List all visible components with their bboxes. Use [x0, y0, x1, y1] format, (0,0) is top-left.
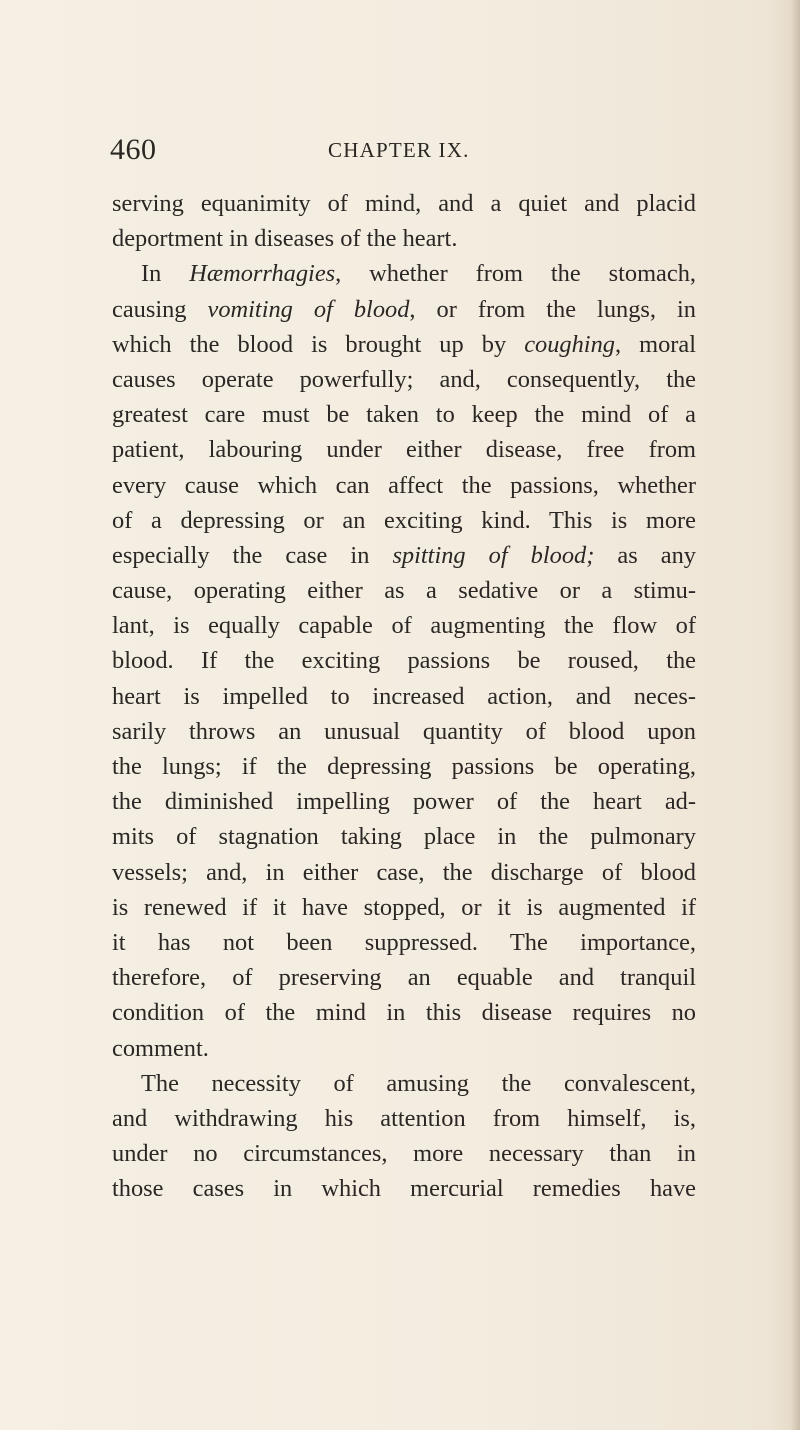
text-line-23: therefore, of preserving an equable and tranquil — [112, 964, 696, 992]
running-head: CHAPTER IX. — [328, 138, 470, 162]
page-edge-shadow — [790, 0, 800, 1430]
text-line-11: especially the case in spitting of blood; as any — [112, 541, 696, 569]
text-line-15: heart is impelled to increased action, and neces- — [112, 682, 696, 710]
text-line-22: it has not been suppressed. The importance, — [112, 928, 696, 956]
text-line-29: those cases in which mercurial remedies have — [112, 1175, 696, 1203]
italic-term-haemorrhagies: Hæmorrhagies — [189, 260, 336, 288]
text-line-5: which the blood is brought up by coughing, moral — [112, 330, 696, 358]
text-line-13: lant, is equally capable of augmenting the flow of — [112, 612, 696, 640]
text-line-14: blood. If the exciting passions be roused, the — [112, 647, 696, 675]
text-line-9: every cause which can affect the passions, whether — [112, 471, 696, 499]
text-line-10: of a depressing or an exciting kind. This is more — [112, 506, 696, 534]
page-number: 460 — [110, 133, 157, 166]
italic-term-vomiting-of-blood: vomiting of blood — [207, 295, 410, 323]
text-line-2: deportment in diseases of the heart. — [112, 225, 458, 253]
text-line-4: causing vomiting of blood, or from the lungs, in — [112, 295, 696, 323]
text-line-24: condition of the mind in this disease requires no — [112, 999, 696, 1027]
text-line-26: The necessity of amusing the convalescent, — [141, 1069, 696, 1097]
page-header — [110, 128, 710, 172]
italic-term-spitting-of-blood: spitting of blood; — [392, 541, 595, 569]
text-line-28: under no circumstances, more necessary than in — [112, 1140, 696, 1168]
text-line-8: patient, labouring under either disease, free from — [112, 436, 696, 464]
text-line-18: the diminished impelling power of the heart ad- — [112, 788, 696, 816]
text-line-19: mits of stagnation taking place in the pulmonary — [112, 823, 696, 851]
text-line-25: comment. — [112, 1034, 209, 1062]
text-line-20: vessels; and, in either case, the discharge of blood — [112, 858, 696, 886]
italic-term-coughing: coughing — [524, 330, 615, 358]
text-line-6: causes operate powerfully; and, consequently, the — [112, 365, 696, 393]
body-text — [112, 186, 696, 1206]
text-line-1: serving equanimity of mind, and a quiet and placid — [112, 190, 696, 217]
text-line-27: and withdrawing his attention from himself, is, — [112, 1104, 696, 1132]
text-line-12: cause, operating either as a sedative or a stimu- — [112, 577, 696, 605]
text-line-3: In Hæmorrhagies, whether from the stomach, — [141, 260, 696, 288]
text-line-7: greatest care must be taken to keep the mind of a — [112, 401, 696, 429]
text-line-21: is renewed if it have stopped, or it is augmented if — [112, 893, 696, 921]
text-line-16: sarily throws an unusual quantity of blood upon — [112, 717, 696, 745]
text-line-17: the lungs; if the depressing passions be operating, — [112, 753, 696, 780]
